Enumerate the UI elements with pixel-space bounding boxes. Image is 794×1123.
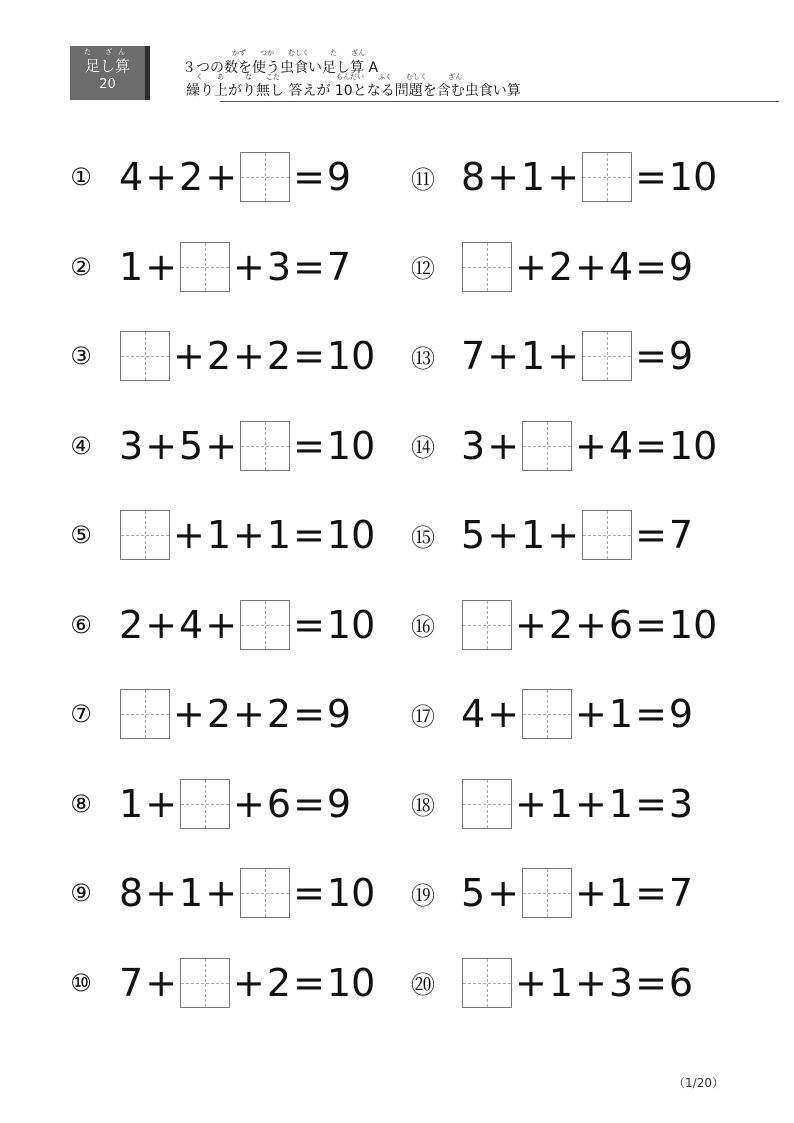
problem-17 bbox=[410, 687, 694, 741]
plus-sign: + bbox=[487, 423, 520, 468]
equation bbox=[118, 600, 376, 650]
equals-sign: = bbox=[293, 692, 325, 736]
number: 3 bbox=[668, 781, 694, 826]
problem-12 bbox=[410, 240, 694, 294]
problem-7 bbox=[68, 687, 352, 741]
equals-sign: = bbox=[635, 423, 667, 468]
plus-sign: + bbox=[547, 155, 580, 199]
equals-sign: = bbox=[635, 781, 667, 826]
number: 2 bbox=[548, 602, 574, 647]
number: 10 bbox=[668, 423, 718, 468]
plus-sign: + bbox=[173, 513, 205, 557]
number: 5 bbox=[461, 513, 486, 557]
answer-box[interactable] bbox=[240, 600, 290, 650]
number: 1 bbox=[608, 692, 634, 736]
problem-9 bbox=[68, 866, 376, 920]
plus-sign: + bbox=[575, 423, 607, 468]
tab-number: 20 bbox=[99, 77, 116, 92]
equals-sign: = bbox=[293, 244, 325, 289]
number: 10 bbox=[326, 602, 376, 647]
number: 1 bbox=[119, 244, 144, 289]
number: 9 bbox=[326, 155, 352, 199]
plus-sign: + bbox=[173, 692, 205, 736]
number: 3 bbox=[119, 423, 144, 468]
number: 10 bbox=[326, 513, 376, 557]
answer-box[interactable] bbox=[120, 689, 170, 739]
equals-sign: = bbox=[635, 244, 667, 289]
plus-sign: + bbox=[205, 602, 238, 647]
plus-sign: + bbox=[575, 781, 607, 826]
number: 2 bbox=[548, 244, 574, 289]
plus-sign: + bbox=[575, 602, 607, 647]
number: 1 bbox=[521, 155, 546, 199]
plus-sign: + bbox=[233, 334, 265, 378]
number: 6 bbox=[266, 781, 292, 826]
equals-sign: = bbox=[635, 334, 667, 378]
equals-sign: = bbox=[635, 513, 667, 557]
problem-number: ⑳ bbox=[411, 971, 435, 999]
page-indicator: （1/20） bbox=[673, 1076, 724, 1090]
number: 6 bbox=[668, 960, 694, 1005]
problem-number: ② bbox=[70, 252, 92, 281]
problem-2 bbox=[68, 240, 352, 294]
equals-sign: = bbox=[293, 334, 325, 378]
problem-number: ④ bbox=[70, 431, 92, 460]
header-rule bbox=[220, 101, 779, 102]
answer-box[interactable] bbox=[180, 958, 230, 1008]
problem-number: ⑨ bbox=[70, 879, 92, 907]
number: 6 bbox=[608, 602, 634, 647]
plus-sign: + bbox=[575, 244, 607, 289]
number: 7 bbox=[668, 513, 694, 557]
answer-box[interactable] bbox=[582, 152, 632, 202]
number: 9 bbox=[326, 781, 352, 826]
number: 5 bbox=[461, 871, 486, 915]
answer-box[interactable] bbox=[582, 331, 632, 381]
answer-box[interactable] bbox=[240, 152, 290, 202]
equation bbox=[118, 689, 352, 739]
problem-14 bbox=[410, 419, 718, 473]
number: 1 bbox=[521, 513, 546, 557]
answer-box[interactable] bbox=[462, 958, 512, 1008]
equation bbox=[118, 510, 376, 560]
number: 4 bbox=[608, 423, 634, 468]
plus-sign: + bbox=[487, 334, 520, 378]
equals-sign: = bbox=[293, 423, 325, 468]
number: 10 bbox=[326, 334, 376, 378]
number: 3 bbox=[608, 960, 634, 1005]
equals-sign: = bbox=[635, 960, 667, 1005]
worksheet-subtitle: 繰り上がり無し 答えが 10となる問題を含む虫食い算 bbox=[186, 83, 521, 99]
number: 9 bbox=[668, 692, 694, 736]
plus-sign: + bbox=[145, 960, 178, 1005]
number: 10 bbox=[668, 155, 718, 199]
problem-number: ⑧ bbox=[70, 789, 92, 818]
plus-sign: + bbox=[487, 692, 520, 736]
number: 2 bbox=[206, 334, 232, 378]
number: 7 bbox=[119, 960, 144, 1005]
equals-sign: = bbox=[293, 781, 325, 826]
plus-sign: + bbox=[205, 423, 238, 468]
number: 10 bbox=[326, 423, 376, 468]
equation bbox=[118, 152, 352, 202]
plus-sign: + bbox=[547, 513, 580, 557]
plus-sign: + bbox=[145, 423, 178, 468]
equation bbox=[118, 242, 352, 292]
equals-sign: = bbox=[293, 871, 325, 915]
equation bbox=[460, 421, 718, 471]
problem-20 bbox=[410, 956, 694, 1010]
equals-sign: = bbox=[293, 513, 325, 557]
plus-sign: + bbox=[575, 692, 607, 736]
equation bbox=[460, 958, 694, 1008]
problem-6 bbox=[68, 598, 376, 652]
answer-box[interactable] bbox=[180, 779, 230, 829]
answer-box[interactable] bbox=[240, 868, 290, 918]
number: 3 bbox=[266, 244, 292, 289]
plus-sign: + bbox=[145, 781, 178, 826]
plus-sign: + bbox=[547, 334, 580, 378]
number: 5 bbox=[179, 423, 204, 468]
number: 9 bbox=[668, 244, 694, 289]
equation bbox=[460, 689, 694, 739]
equation bbox=[118, 958, 376, 1008]
number: 7 bbox=[668, 871, 694, 915]
answer-box[interactable] bbox=[462, 242, 512, 292]
equation bbox=[460, 510, 694, 560]
equation bbox=[118, 779, 352, 829]
number: 2 bbox=[266, 960, 292, 1005]
problem-11 bbox=[410, 150, 718, 204]
plus-sign: + bbox=[515, 960, 547, 1005]
answer-box[interactable] bbox=[522, 868, 572, 918]
plus-sign: + bbox=[233, 960, 265, 1005]
problem-18 bbox=[410, 777, 694, 831]
answer-box[interactable] bbox=[120, 331, 170, 381]
worksheet-header bbox=[70, 46, 710, 102]
equals-sign: = bbox=[635, 871, 667, 915]
answer-box[interactable] bbox=[240, 421, 290, 471]
worksheet-title: ３つの数を使う虫食い足し算 A bbox=[182, 60, 379, 76]
answer-box[interactable] bbox=[522, 689, 572, 739]
answer-box[interactable] bbox=[462, 600, 512, 650]
number: 2 bbox=[119, 602, 144, 647]
problem-number: ⑤ bbox=[70, 521, 92, 549]
problem-number: ⑲ bbox=[411, 881, 435, 910]
number: 4 bbox=[119, 155, 144, 199]
plus-sign: + bbox=[575, 871, 607, 915]
number: 7 bbox=[461, 334, 486, 378]
problem-number: ⑱ bbox=[411, 792, 435, 820]
plus-sign: + bbox=[145, 602, 178, 647]
problem-5 bbox=[68, 508, 376, 562]
equation bbox=[460, 779, 694, 829]
problem-number: ⑫ bbox=[411, 255, 435, 283]
plus-sign: + bbox=[233, 513, 265, 557]
plus-sign: + bbox=[233, 244, 265, 289]
problem-10 bbox=[68, 956, 376, 1010]
number: 1 bbox=[521, 334, 546, 378]
number: 10 bbox=[326, 871, 376, 915]
plus-sign: + bbox=[515, 244, 547, 289]
problem-number: ⑰ bbox=[411, 702, 435, 731]
number: 10 bbox=[326, 960, 376, 1005]
number: 3 bbox=[461, 423, 486, 468]
equals-sign: = bbox=[293, 960, 325, 1005]
plus-sign: + bbox=[515, 602, 547, 647]
number: 4 bbox=[179, 602, 204, 647]
answer-box[interactable] bbox=[582, 510, 632, 560]
number: 4 bbox=[461, 692, 486, 736]
number: 1 bbox=[548, 960, 574, 1005]
problem-8 bbox=[68, 777, 352, 831]
equation bbox=[118, 331, 376, 381]
plus-sign: + bbox=[487, 513, 520, 557]
problem-number: ⑯ bbox=[411, 613, 435, 641]
equation bbox=[460, 331, 694, 381]
plus-sign: + bbox=[487, 871, 520, 915]
problem-number: ⑭ bbox=[411, 434, 435, 462]
answer-box[interactable] bbox=[120, 510, 170, 560]
equation bbox=[118, 421, 376, 471]
problem-number: ⑥ bbox=[70, 610, 92, 639]
problem-1 bbox=[68, 150, 352, 204]
plus-sign: + bbox=[145, 871, 178, 915]
number: 1 bbox=[608, 871, 634, 915]
equals-sign: = bbox=[635, 155, 667, 199]
number: 8 bbox=[461, 155, 486, 199]
number: 1 bbox=[266, 513, 292, 557]
number: 1 bbox=[119, 781, 144, 826]
number: 4 bbox=[608, 244, 634, 289]
plus-sign: + bbox=[515, 781, 547, 826]
number: 10 bbox=[668, 602, 718, 647]
answer-box[interactable] bbox=[462, 779, 512, 829]
problem-4 bbox=[68, 419, 376, 473]
problem-number: ③ bbox=[70, 342, 92, 370]
plus-sign: + bbox=[173, 334, 205, 378]
plus-sign: + bbox=[205, 155, 238, 199]
equation bbox=[118, 868, 376, 918]
number: 9 bbox=[668, 334, 694, 378]
problem-19 bbox=[410, 866, 694, 920]
plus-sign: + bbox=[205, 871, 238, 915]
number: 8 bbox=[119, 871, 144, 915]
equals-sign: = bbox=[293, 155, 325, 199]
problem-15 bbox=[410, 508, 694, 562]
category-tab bbox=[70, 46, 150, 100]
plus-sign: + bbox=[233, 781, 265, 826]
number: 2 bbox=[266, 692, 292, 736]
equation bbox=[460, 242, 694, 292]
number: 2 bbox=[266, 334, 292, 378]
number: 1 bbox=[179, 871, 204, 915]
plus-sign: + bbox=[575, 960, 607, 1005]
equation bbox=[460, 868, 694, 918]
plus-sign: + bbox=[145, 244, 178, 289]
equation bbox=[460, 600, 718, 650]
equals-sign: = bbox=[293, 602, 325, 647]
line1-ruby: かず つか むしく た ざん bbox=[232, 49, 365, 57]
problem-16 bbox=[410, 598, 718, 652]
answer-box[interactable] bbox=[180, 242, 230, 292]
number: 9 bbox=[326, 692, 352, 736]
problem-number: ⑪ bbox=[411, 165, 435, 194]
problem-13 bbox=[410, 329, 694, 383]
number: 2 bbox=[206, 692, 232, 736]
answer-box[interactable] bbox=[522, 421, 572, 471]
problem-3 bbox=[68, 329, 376, 383]
plus-sign: + bbox=[487, 155, 520, 199]
problem-number: ① bbox=[70, 163, 92, 191]
problem-number: ⑬ bbox=[411, 344, 435, 373]
problem-number: ⑮ bbox=[411, 523, 435, 552]
number: 2 bbox=[179, 155, 204, 199]
line2-ruby: く あ な こた もんだい ふく むしく ざん bbox=[196, 73, 462, 81]
number: 1 bbox=[206, 513, 232, 557]
problem-number: ⑩ bbox=[70, 968, 92, 997]
plus-sign: + bbox=[145, 155, 178, 199]
plus-sign: + bbox=[233, 692, 265, 736]
problem-number: ⑦ bbox=[70, 700, 92, 728]
tab-ruby: た ざん bbox=[83, 48, 132, 56]
number: 7 bbox=[326, 244, 352, 289]
equation bbox=[460, 152, 718, 202]
equals-sign: = bbox=[635, 692, 667, 736]
number: 1 bbox=[608, 781, 634, 826]
number: 1 bbox=[548, 781, 574, 826]
equals-sign: = bbox=[635, 602, 667, 647]
tab-title: 足し算 bbox=[84, 57, 130, 75]
